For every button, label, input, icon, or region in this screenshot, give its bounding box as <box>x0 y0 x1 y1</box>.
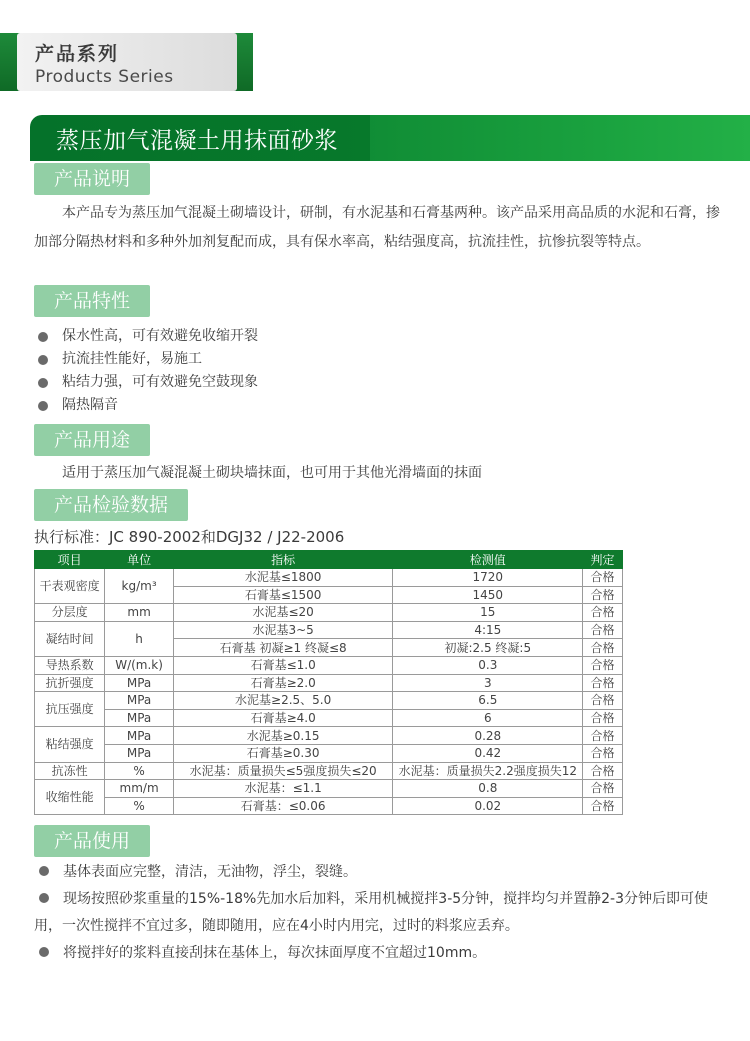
table-row <box>35 692 623 710</box>
cell-value: 1450 <box>393 586 583 604</box>
cell-spec: 水泥基≥2.5、5.0 <box>173 692 393 710</box>
series-header <box>17 33 237 91</box>
cell-unit: MPa <box>105 709 173 727</box>
cell-spec: 水泥基≥0.15 <box>173 727 393 745</box>
cell-value: 0.02 <box>393 797 583 815</box>
features-list <box>38 325 258 417</box>
table-row <box>35 727 623 745</box>
cell-value: 1720 <box>393 569 583 587</box>
col-header-value: 检测值 <box>393 551 583 569</box>
cell-unit: h <box>105 621 173 656</box>
cell-value: 4:15 <box>393 621 583 639</box>
col-header-unit: 单位 <box>105 551 173 569</box>
feature-text: 隔热隔音 <box>62 397 118 413</box>
section-heading-description: 产品说明 <box>34 163 150 195</box>
cell-spec: 石膏基≥4.0 <box>173 709 393 727</box>
feature-text: 粘结力强，可有效避免空鼓现象 <box>62 374 258 390</box>
cell-unit: kg/m³ <box>105 569 173 604</box>
usage-text: 将搅拌好的浆料直接刮抹在基体上，每次抹面厚度不宜超过10mm。 <box>63 945 487 961</box>
cell-spec: 石膏基 初凝≥1 终凝≤8 <box>173 639 393 657</box>
cell-result: 合格 <box>583 674 623 692</box>
cell-spec: 石膏基：≤0.06 <box>173 797 393 815</box>
cell-spec: 水泥基：≤1.1 <box>173 780 393 798</box>
cell-result: 合格 <box>583 797 623 815</box>
cell-result: 合格 <box>583 569 623 587</box>
cell-item: 导热系数 <box>35 656 105 674</box>
cell-result: 合格 <box>583 621 623 639</box>
section-heading-features: 产品特性 <box>34 285 150 317</box>
cell-item: 抗冻性 <box>35 762 105 780</box>
list-item <box>38 348 258 371</box>
cell-unit: % <box>105 762 173 780</box>
cell-unit: MPa <box>105 674 173 692</box>
cell-result: 合格 <box>583 762 623 780</box>
bullet-icon <box>38 401 48 411</box>
cell-result: 合格 <box>583 709 623 727</box>
standard-text: 执行标准：JC 890-2002和DGJ32 / J22-2006 <box>34 528 345 546</box>
cell-item: 收缩性能 <box>35 780 105 815</box>
cell-value: 3 <box>393 674 583 692</box>
bullet-icon <box>38 378 48 388</box>
cell-value: 15 <box>393 604 583 622</box>
cell-result: 合格 <box>583 586 623 604</box>
list-item <box>38 394 258 417</box>
cell-item: 分层度 <box>35 604 105 622</box>
table-header-row <box>35 551 623 569</box>
cell-value: 6.5 <box>393 692 583 710</box>
cell-spec: 石膏基≤1500 <box>173 586 393 604</box>
cell-value: 0.28 <box>393 727 583 745</box>
table-row <box>35 656 623 674</box>
cell-unit: MPa <box>105 727 173 745</box>
list-item <box>38 371 258 394</box>
cell-value: 0.3 <box>393 656 583 674</box>
cell-value: 0.42 <box>393 744 583 762</box>
cell-unit: mm <box>105 604 173 622</box>
table-row <box>35 780 623 798</box>
cell-item: 干表观密度 <box>35 569 105 604</box>
series-title-cn: 产品系列 <box>35 43 120 65</box>
cell-value: 0.8 <box>393 780 583 798</box>
section-heading-testing: 产品检验数据 <box>34 489 188 521</box>
table-row <box>35 797 623 815</box>
col-header-spec: 指标 <box>173 551 393 569</box>
cell-unit: % <box>105 797 173 815</box>
col-header-result: 判定 <box>583 551 623 569</box>
cell-unit: MPa <box>105 744 173 762</box>
cell-value: 初凝:2.5 终凝:5 <box>393 639 583 657</box>
usage-text: 现场按照砂浆重量的15%-18%先加水后加料，采用机械搅拌3-5分钟，搅拌均匀并置静2-3分钟后即可使用，一次性搅拌不宜过多，随即随用，应在4小时内用完，过时的料浆应丢弃。 <box>34 891 709 934</box>
cell-item: 粘结强度 <box>35 727 105 762</box>
table-row <box>35 762 623 780</box>
section-heading-application: 产品用途 <box>34 424 150 456</box>
feature-text: 抗流挂性能好，易施工 <box>62 351 202 367</box>
list-item <box>34 940 724 967</box>
usage-list <box>34 859 724 967</box>
list-item <box>34 859 724 886</box>
table-row <box>35 569 623 587</box>
cell-result: 合格 <box>583 639 623 657</box>
table-row <box>35 621 623 639</box>
table-row <box>35 744 623 762</box>
application-text: 适用于蒸压加气凝混凝土砌块墙抹面，也可用于其他光滑墙面的抹面 <box>62 465 482 481</box>
cell-spec: 石膏基≥0.30 <box>173 744 393 762</box>
bullet-icon <box>39 893 49 903</box>
cell-spec: 石膏基≤1.0 <box>173 656 393 674</box>
spec-table <box>34 550 623 815</box>
cell-result: 合格 <box>583 744 623 762</box>
table-row <box>35 709 623 727</box>
cell-item: 抗压强度 <box>35 692 105 727</box>
usage-text: 基体表面应完整，清洁，无油物，浮尘，裂缝。 <box>63 864 357 880</box>
cell-unit: mm/m <box>105 780 173 798</box>
feature-text: 保水性高，可有效避免收缩开裂 <box>62 328 258 344</box>
description-text: 本产品专为蒸压加气混凝土砌墙设计，研制，有水泥基和石膏基两种。该产品采用高品质的水泥和石膏，掺加部分隔热材料和多种外加剂复配而成，具有保水率高，粘结强度高，抗流挂性，抗惨抗裂等特点。 <box>34 205 720 250</box>
cell-value: 水泥基：质量损失2.2强度损失12 <box>393 762 583 780</box>
cell-spec: 石膏基≥2.0 <box>173 674 393 692</box>
cell-spec: 水泥基≤1800 <box>173 569 393 587</box>
cell-item: 凝结时间 <box>35 621 105 656</box>
cell-result: 合格 <box>583 780 623 798</box>
cell-unit: W/(m.k) <box>105 656 173 674</box>
bullet-icon <box>39 866 49 876</box>
series-title-en: Products Series <box>35 67 174 87</box>
bullet-icon <box>39 947 49 957</box>
bullet-icon <box>38 355 48 365</box>
cell-result: 合格 <box>583 692 623 710</box>
cell-result: 合格 <box>583 656 623 674</box>
cell-item: 抗折强度 <box>35 674 105 692</box>
table-row <box>35 674 623 692</box>
cell-result: 合格 <box>583 727 623 745</box>
list-item <box>38 325 258 348</box>
bullet-icon <box>38 332 48 342</box>
cell-result: 合格 <box>583 604 623 622</box>
section-heading-usage: 产品使用 <box>34 825 150 857</box>
cell-value: 6 <box>393 709 583 727</box>
cell-unit: MPa <box>105 692 173 710</box>
cell-spec: 水泥基3~5 <box>173 621 393 639</box>
cell-spec: 水泥基≤20 <box>173 604 393 622</box>
table-row <box>35 604 623 622</box>
cell-spec: 水泥基：质量损失≤5强度损失≤20 <box>173 762 393 780</box>
col-header-item: 项目 <box>35 551 105 569</box>
page-title: 蒸压加气混凝土用抹面砂浆 <box>56 128 338 154</box>
list-item <box>34 886 724 940</box>
